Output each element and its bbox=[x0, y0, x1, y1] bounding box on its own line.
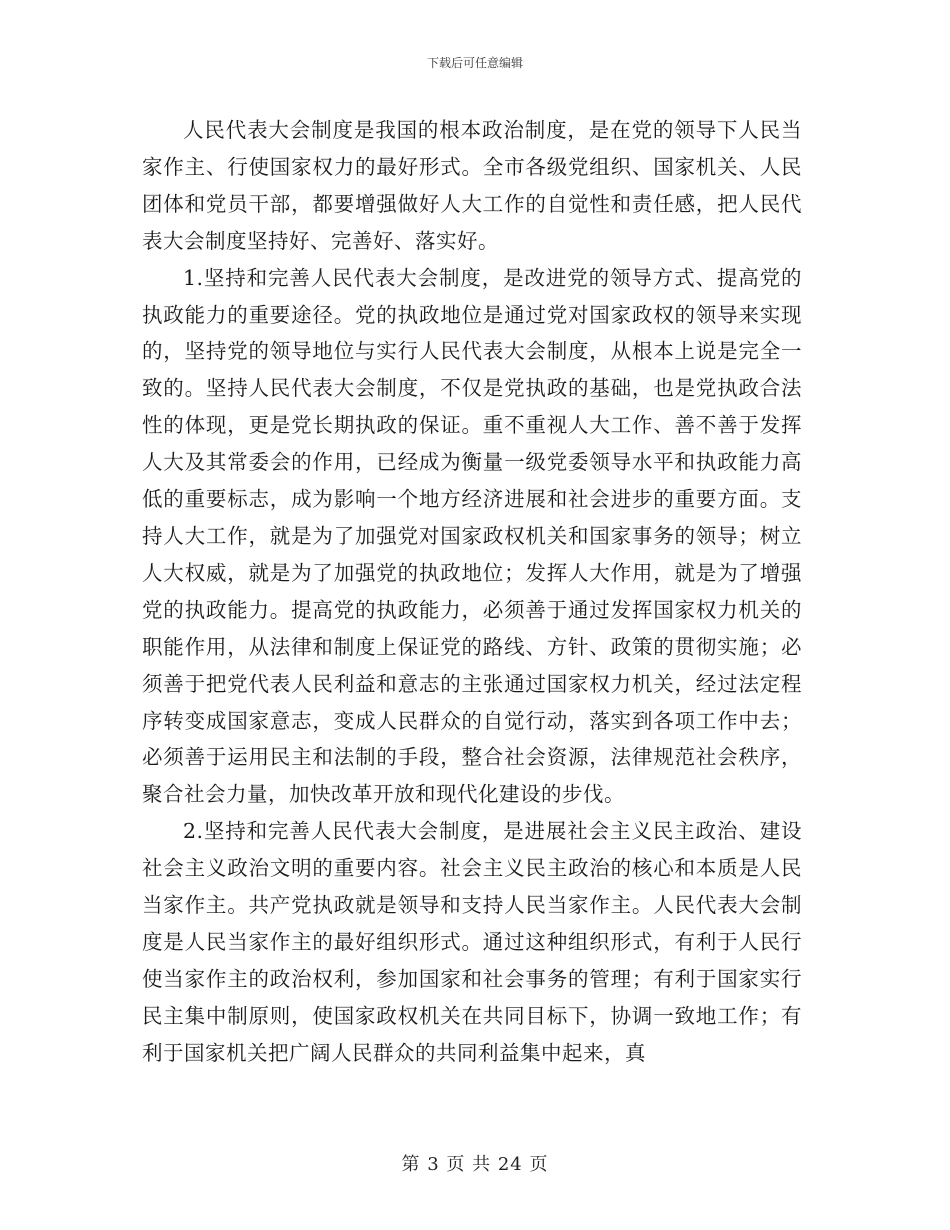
paragraph-point-1: 1.坚持和完善人民代表大会制度，是改进党的领导方式、提高党的执政能力的重要途径。党的执政地位是通过党对国家政权的领导来实现的，坚持党的领导地位与实行人民代表大会制度，从根本上说是完全一致的。坚持人民代表大会制度，不仅是党执政的基础，也是党执政合法性的体现，更是党长期执政的保证。重不重视人大工作、善不善于发挥人大及其常委会的作用，已经成为衡量一级党委领导水平和执政能力高低的重要标志，成为影响一个地方经济进展和社会进步的重要方面。支持人大工作，就是为了加强党对国家政权机关和国家事务的领导；树立人大权威，就是为了加强党的执政地位；发挥人大作用，就是为了增强党的执政能力。提高党的执政能力，必须善于通过发挥国家权力机关的职能作用，从法律和制度上保证党的路线、方针、政策的贯彻实施；必须善于把党代表人民利益和意志的主张通过国家权力机关，经过法定程序转变成国家意志，变成人民群众的自觉行动，落实到各项工作中去；必须善于运用民主和法制的手段，整合社会资源，法律规范社会秩序，聚合社会力量，加快改革开放和现代化建设的步伐。 bbox=[142, 265, 802, 807]
header-note: 下载后可任意编辑 bbox=[426, 56, 523, 70]
page-number-footer: 第 3 页 共 24 页 bbox=[401, 1154, 549, 1175]
body-text bbox=[142, 112, 802, 1072]
paragraph-intro: 人民代表大会制度是我国的根本政治制度，是在党的领导下人民当家作主、行使国家权力的最好形式。全市各级党组织、国家机关、人民团体和党员干部，都要增强做好人大工作的自觉性和责任感，把人民代表大会制度坚持好、完善好、落实好。 bbox=[142, 118, 802, 253]
paragraph-point-2: 2.坚持和完善人民代表大会制度，是进展社会主义民主政治、建设社会主义政治文明的重要内容。社会主义民主政治的核心和本质是人民当家作主。共产党执政就是领导和支持人民当家作主。人民代表大会制度是人民当家作主的最好组织形式。通过这种组织形式，有利于人民行使当家作主的政治权利，参加国家和社会事务的管理；有利于国家实行民主集中制原则，使国家政权机关在共同目标下，协调一致地工作；有利于国家机关把广阔人民群众的共同利益集中起来，真 bbox=[142, 819, 802, 1065]
